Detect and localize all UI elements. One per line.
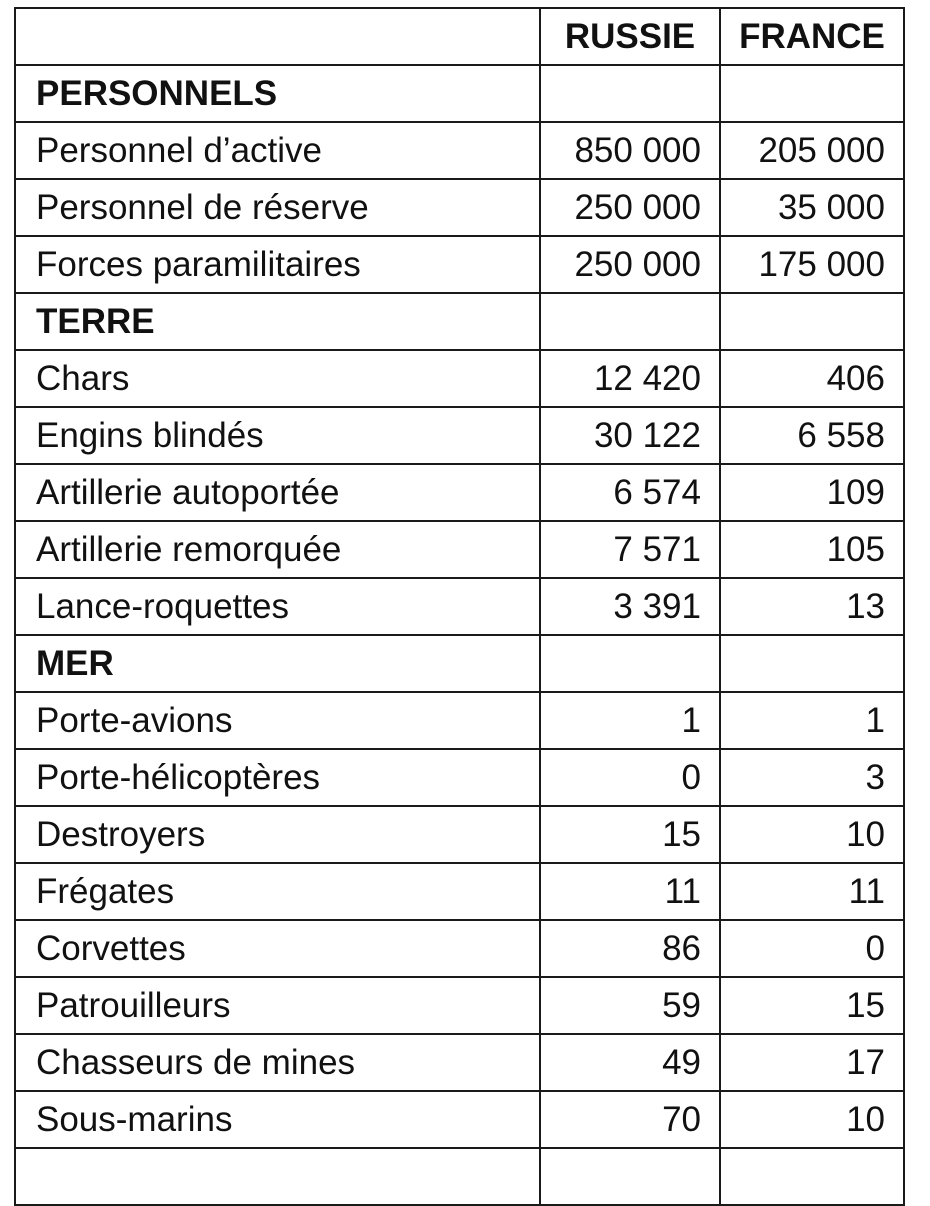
france-value: 13 <box>720 578 904 635</box>
russia-value: 70 <box>540 1091 720 1148</box>
row-label: Destroyers <box>15 806 540 863</box>
header-russia: RUSSIE <box>540 8 720 65</box>
row-label: Lance-roquettes <box>15 578 540 635</box>
table-row <box>15 122 904 179</box>
row-label: Patrouilleurs <box>15 977 540 1034</box>
russia-value <box>540 1148 720 1205</box>
russia-value: 250 000 <box>540 236 720 293</box>
france-value: 6 558 <box>720 407 904 464</box>
table-row <box>15 521 904 578</box>
section-row-terre <box>15 293 904 350</box>
table-row <box>15 1034 904 1091</box>
row-label: Personnel de réserve <box>15 179 540 236</box>
russia-value: 15 <box>540 806 720 863</box>
section-row-personnels <box>15 65 904 122</box>
row-label: Engins blindés <box>15 407 540 464</box>
table-row <box>15 407 904 464</box>
table-row <box>15 863 904 920</box>
france-value: 205 000 <box>720 122 904 179</box>
section-title: MER <box>15 635 540 692</box>
table-row <box>15 350 904 407</box>
table-row <box>15 179 904 236</box>
row-label: Frégates <box>15 863 540 920</box>
row-label: Forces paramilitaires <box>15 236 540 293</box>
table-row <box>15 920 904 977</box>
russia-value: 1 <box>540 692 720 749</box>
row-label: Artillerie autoportée <box>15 464 540 521</box>
russia-value: 12 420 <box>540 350 720 407</box>
row-label: Personnel d’active <box>15 122 540 179</box>
russia-value: 250 000 <box>540 179 720 236</box>
section-title: PERSONNELS <box>15 65 540 122</box>
france-value: 10 <box>720 1091 904 1148</box>
russia-value: 0 <box>540 749 720 806</box>
empty-cell <box>540 635 720 692</box>
table-row-cut-off <box>15 1148 904 1205</box>
france-value: 10 <box>720 806 904 863</box>
france-value: 3 <box>720 749 904 806</box>
france-value: 109 <box>720 464 904 521</box>
russia-value: 7 571 <box>540 521 720 578</box>
empty-cell <box>540 293 720 350</box>
france-value: 105 <box>720 521 904 578</box>
russia-value: 49 <box>540 1034 720 1091</box>
header-france: FRANCE <box>720 8 904 65</box>
row-label: Porte-avions <box>15 692 540 749</box>
table-row <box>15 1091 904 1148</box>
russia-value: 30 122 <box>540 407 720 464</box>
empty-cell <box>720 65 904 122</box>
row-label: Chars <box>15 350 540 407</box>
table-row <box>15 749 904 806</box>
empty-cell <box>540 65 720 122</box>
france-value: 11 <box>720 863 904 920</box>
empty-cell <box>720 293 904 350</box>
row-label <box>15 1148 540 1205</box>
france-value: 35 000 <box>720 179 904 236</box>
france-value <box>720 1148 904 1205</box>
russia-value: 6 574 <box>540 464 720 521</box>
section-row-mer <box>15 635 904 692</box>
comparison-table <box>14 7 905 1206</box>
table-row <box>15 236 904 293</box>
france-value: 15 <box>720 977 904 1034</box>
row-label: Corvettes <box>15 920 540 977</box>
france-value: 406 <box>720 350 904 407</box>
section-title: TERRE <box>15 293 540 350</box>
table-row <box>15 806 904 863</box>
russia-value: 3 391 <box>540 578 720 635</box>
france-value: 17 <box>720 1034 904 1091</box>
russia-value: 11 <box>540 863 720 920</box>
row-label: Chasseurs de mines <box>15 1034 540 1091</box>
header-row <box>15 8 904 65</box>
table-row <box>15 692 904 749</box>
table-row <box>15 464 904 521</box>
row-label: Porte-hélicoptères <box>15 749 540 806</box>
france-value: 175 000 <box>720 236 904 293</box>
table-row <box>15 977 904 1034</box>
france-value: 1 <box>720 692 904 749</box>
row-label: Artillerie remorquée <box>15 521 540 578</box>
table-row <box>15 578 904 635</box>
empty-cell <box>720 635 904 692</box>
row-label: Sous-marins <box>15 1091 540 1148</box>
russia-value: 850 000 <box>540 122 720 179</box>
russia-value: 59 <box>540 977 720 1034</box>
russia-value: 86 <box>540 920 720 977</box>
france-value: 0 <box>720 920 904 977</box>
comparison-table-container <box>14 7 905 1206</box>
header-corner-cell <box>15 8 540 65</box>
